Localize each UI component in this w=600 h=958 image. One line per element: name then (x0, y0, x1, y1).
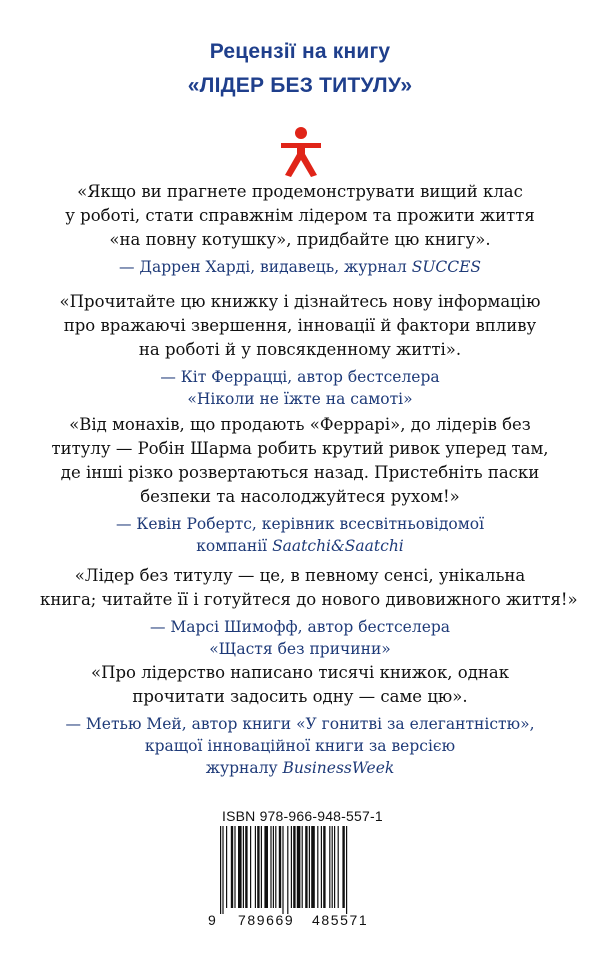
barcode-bar (275, 826, 276, 908)
barcode-bar (329, 826, 330, 908)
review-2-quote-line-3: на роботі й у повсякденному житті». (138, 340, 462, 359)
barcode-bar (273, 826, 274, 908)
ean-left-digits: 789669 (238, 912, 295, 928)
barcode-bar (282, 826, 283, 914)
barcode-bar (346, 826, 347, 914)
review-4-quote-line-2: книга; читайте її і готуйтеся до нового дивовижного життя!» (40, 590, 578, 609)
review-3-quote-line-1: «Від монахів, що продають «Феррарі», до лідерів без (69, 415, 531, 434)
review-3-author-line-2 (40, 535, 560, 557)
review-1-quote-line-1: «Якщо ви прагнете продемонструвати вищий клас (77, 182, 523, 201)
barcode-bar (279, 826, 281, 908)
barcode-bar (317, 826, 318, 908)
review-1 (40, 180, 560, 278)
review-3-quote-line-2: титулу — Робін Шарма робить крутий ривок уперед там, (51, 439, 549, 458)
review-5-author-line-3 (40, 757, 560, 779)
barcode-bar (342, 826, 344, 908)
title-line-1: Рецензії на книгу (209, 40, 391, 63)
isbn-number: ISBN 978-966-948-557-1 (222, 808, 383, 824)
title-line-2: «ЛІДЕР БЕЗ ТИТУЛУ» (187, 74, 413, 97)
review-2-author-line-2: «Ніколи не їжте на самоті» (187, 390, 413, 408)
review-2-quote-line-1: «Прочитайте цю книжку і дізнайтесь нову інформацію (59, 292, 541, 311)
review-1-author (40, 256, 560, 278)
review-5-author-text: журналу (205, 759, 283, 777)
barcode-bar (264, 826, 268, 908)
barcode-bar (287, 826, 288, 914)
barcode-bar (226, 826, 227, 908)
review-1-author-text: — Даррен Харді, видавець, журнал (118, 258, 412, 276)
review-1-quote-line-2: у роботі, стати справжнім лідером та прожити життя (65, 206, 535, 225)
barcode-bar (311, 826, 315, 908)
review-5-author-line-2: кращої інноваційної книги за версією (144, 737, 456, 755)
review-3 (40, 413, 560, 557)
review-2-quote-line-2: про вражаючі звершення, інновації й фактори впливу (63, 316, 537, 335)
review-3-company: Saatchi&Saatchi (272, 537, 404, 555)
barcode-bar (220, 826, 221, 914)
barcode-bar (293, 826, 295, 908)
barcode-bar (334, 826, 335, 908)
review-3-author-line-1: — Кевін Робертс, керівник всесвітньовідомої (115, 515, 485, 533)
review-1-magazine: SUCCES (411, 258, 482, 276)
ean-right-digits: 485571 (312, 912, 369, 928)
review-3-quote-line-3: де інші різко розвертаються назад. Пристебніть паски (60, 463, 540, 482)
barcode-bar (302, 826, 303, 908)
ean-first-digit: 9 (208, 912, 218, 928)
barcode-bar (291, 826, 292, 908)
barcode-icon (218, 826, 390, 914)
review-5-quote-line-2: прочитати задосить одну — саме цю». (132, 687, 468, 706)
review-5 (40, 661, 560, 779)
barcode-bar (255, 826, 256, 908)
review-4 (40, 564, 578, 660)
barcode-bar (257, 826, 259, 908)
barcode-bar (261, 826, 262, 908)
barcode-bar (245, 826, 247, 908)
barcode-bar (243, 826, 244, 908)
barcode-bar (250, 826, 251, 908)
barcode-bar (305, 826, 307, 908)
review-3-quote-line-4: безпеки та насолоджуйтеся рухом!» (140, 487, 460, 506)
barcode-bar (332, 826, 333, 908)
review-1-quote-line-3: «на повну котушку», придбайте цю книгу». (109, 230, 491, 249)
review-2 (40, 290, 560, 410)
barcode-bar (238, 826, 242, 908)
review-4-author-line-1: — Марсі Шимофф, автор бестселера (149, 618, 451, 636)
barcode-bar (231, 826, 233, 908)
barcode-bar (234, 826, 235, 908)
review-5-author-line-1: — Метью Мей, автор книги «У гонитві за елегантністю», (65, 715, 535, 733)
review-4-author-line-2: «Щастя без причини» (209, 640, 391, 658)
barcode-bar (323, 826, 325, 908)
barcode-bar (309, 826, 310, 908)
person-logo-icon (273, 122, 329, 178)
review-2-author-line-1: — Кіт Феррацці, автор бестселера (160, 368, 440, 386)
review-4-quote-line-1: «Лідер без титулу — це, в певному сенсі, унікальна (74, 566, 526, 585)
barcode-bar (338, 826, 339, 908)
review-5-magazine: BusinessWeek (282, 759, 395, 777)
review-5-quote-line-1: «Про лідерство написано тисячі книжок, однак (90, 663, 510, 682)
review-3-author-text: компанії (196, 537, 273, 555)
barcode-bar (222, 826, 223, 914)
barcode-bar (297, 826, 301, 908)
barcode-bar (321, 826, 322, 908)
barcode-bar (270, 826, 271, 908)
